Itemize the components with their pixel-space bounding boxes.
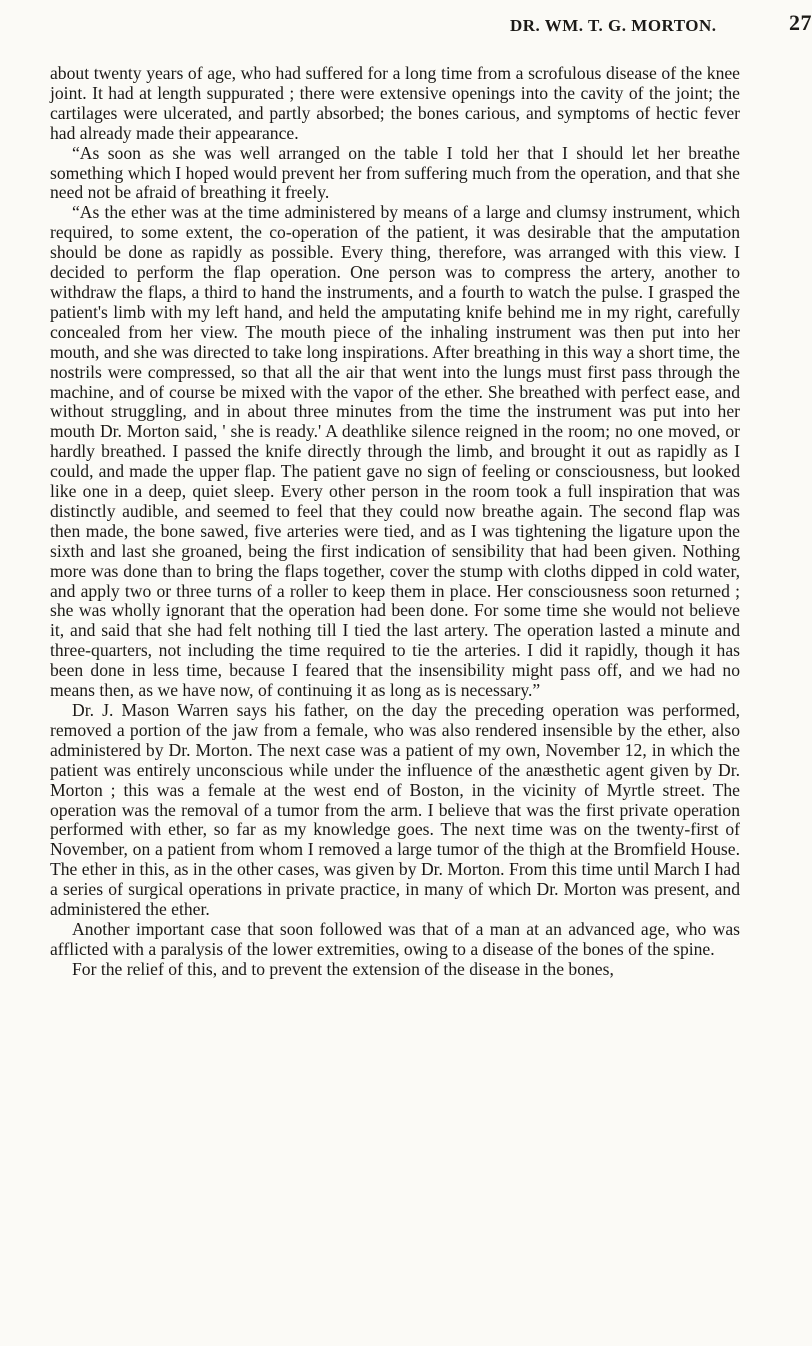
running-title: DR. WM. T. G. MORTON. [510, 16, 717, 35]
paragraph: about twenty years of age, who had suffered for a long time from a scrofulous disease of the knee joint. It had at length suppurated ; there were extensive openings into the cavity of the joint; the cartilages were ulcerated, and partly absorbed; the bones carious, and symptoms of hectic fever had already made their appearance. [50, 63, 740, 143]
paragraph: “As soon as she was well arranged on the table I told her that I should let her breathe something which I hoped would prevent her from suffering much from the operation, and that she need not be afraid of breathing it freely. [50, 142, 740, 203]
paragraph: For the relief of this, and to prevent the extension of the disease in the bones, [72, 958, 614, 979]
paragraph: Another important case that soon followed was that of a man at an advanced age, who was afflicted with a paralysis of the lower extremities, owing to a disease of the bones of the spine. [50, 918, 740, 959]
body-text [50, 64, 740, 980]
page-number: 27 [789, 10, 812, 35]
paragraph: “As the ether was at the time administered by means of a large and clumsy instrument, which required, to some extent, the co-operation of the patient, it was desirable that the amputation should be done as rapidly as possible. Every thing, therefore, was arranged with this view. I decided to perform the flap operation. One person was to compress the artery, another to withdraw the flaps, a third to hand the instruments, and a fourth to watch the pulse. I grasped the patient's limb with my left hand, and held the amputating knife behind me in my right, carefully concealed from her view. The mouth piece of the inhaling instrument was then put into her mouth, and she was directed to take long inspirations. After breathing in this way a short time, the nostrils were compressed, so that all the air that went into the lungs must first pass through the machine, and of course be mixed with the vapor of the ether. She breathed with perfect ease, and without struggling, and in about three minutes from the time the instrument was put into her mouth Dr. Morton said, ' she is ready.' A deathlike silence reigned in the room; no one moved, or hardly breathed. I passed the knife directly through the limb, and brought it out as rapidly as I could, and made the upper flap. The patient gave no sign of feeling or consciousness, but looked like one in a deep, quiet sleep. Every other person in the room took a full inspiration that was distinctly audible, and seemed to feel that they could now breathe again. The second flap was then made, the bone sawed, five arteries were tied, and as I was tightening the ligature upon the sixth and last she groaned, being the first indication of sensibility that had been given. Nothing more was done than to bring the flaps together, cover the stump with cloths dipped in cold water, and apply two or three turns of a roller to keep them in place. Her consciousness soon returned ; she was wholly ignorant that the operation had been done. For some time she would not believe it, and said that she had felt nothing till I tied the last artery. The operation lasted a minute and three-quarters, not including the time required to tie the arteries. I did it rapidly, though it has been done in less time, because I feared that the insensibility might pass off, and we had no means then, as we have now, of continuing it as long as is necessary.” [50, 202, 740, 701]
paragraph: Dr. J. Mason Warren says his father, on the day the preceding operation was performed, removed a portion of the jaw from a female, who was also rendered insensible by the ether, also administered by Dr. Morton. The next case was a patient of my own, November 12, in which the patient was entirely unconscious while under the influence of the anæsthetic agent given by Dr. Morton ; this was a female at the west end of Boston, in the vicinity of Myrtle street. The operation was the removal of a tumor from the arm. I believe that was the first private operation performed with ether, so far as my knowledge goes. The next time was on the twenty-first of November, on a patient from whom I removed a large tumor of the thigh at the Bromfield House. The ether in this, as in the other cases, was given by Dr. Morton. From this time until March I had a series of surgical operations in private practice, in many of which Dr. Morton was present, and administered the ether. [50, 700, 740, 920]
